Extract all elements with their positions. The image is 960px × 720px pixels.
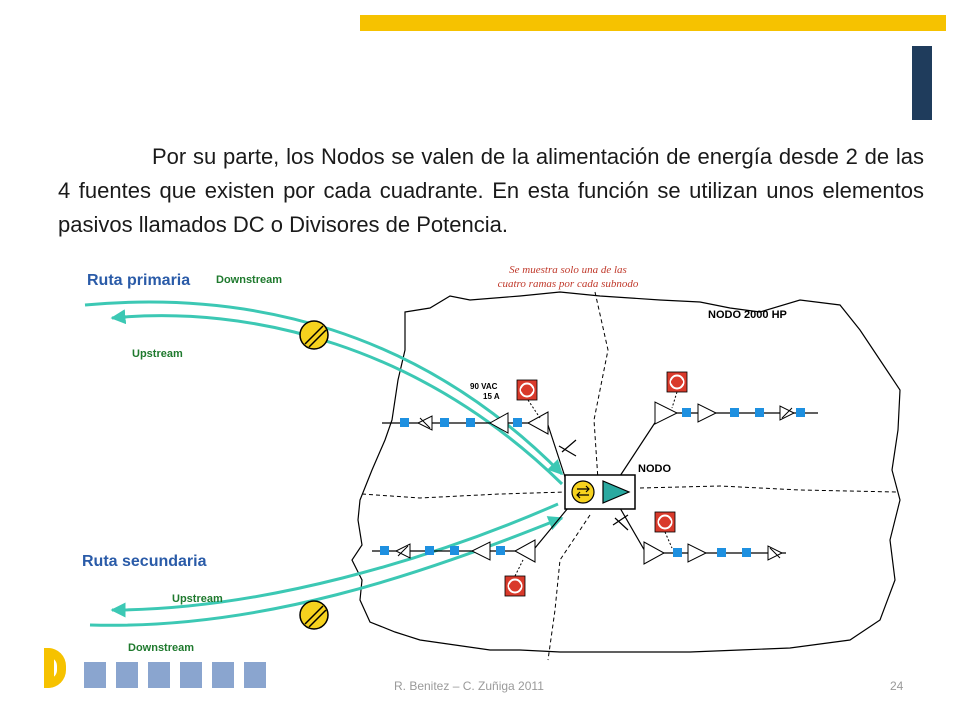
power-feed-line: [665, 532, 672, 548]
amplifier-icon: [515, 540, 535, 562]
power-supply-icon: [517, 380, 537, 400]
secondary-upstream-label: Upstream: [172, 593, 223, 605]
power-feed-line: [528, 400, 540, 418]
branch-lower-right: [620, 508, 646, 553]
directional-coupler-icon: [496, 546, 505, 555]
power-rating-line-2: 15 A: [483, 392, 500, 401]
body-paragraph: Por su parte, los Nodos se valen de la alimentación de energía desde 2 de las 4 fuentes que existen por cada cuadrante. En esta función se utilizan unos elementos pasivos llamados DC o Divisores de Potencia.: [58, 144, 924, 237]
amplifier-icon: [655, 402, 677, 424]
logo: [44, 648, 274, 688]
node-coupler-icon: [572, 481, 594, 503]
primary-downstream-label: Downstream: [216, 274, 283, 286]
directional-coupler-icon: [513, 418, 522, 427]
amplifier-icon: [688, 544, 706, 562]
directional-coupler-icon: [796, 408, 805, 417]
nodo-label: NODO: [638, 463, 671, 475]
amplifier-icon: [472, 542, 490, 560]
division-line-horizontal-right: [640, 486, 896, 492]
directional-coupler-icon: [440, 418, 449, 427]
power-feed-line: [515, 560, 523, 576]
directional-coupler-icon: [673, 548, 682, 557]
nodo-title-label: NODO 2000 HP: [708, 309, 787, 321]
directional-coupler-icon: [755, 408, 764, 417]
power-supply-icon: [505, 576, 525, 596]
ruta-primaria-label: Ruta primaria: [87, 272, 191, 289]
directional-coupler-icon: [730, 408, 739, 417]
amplifier-icon: [644, 542, 664, 564]
directional-coupler-icon: [682, 408, 691, 417]
power-supply-icon: [667, 372, 687, 392]
splitter-icon: [418, 416, 432, 430]
power-rating-line-1: 90 VAC: [470, 382, 498, 391]
footer-author: R. Benitez – C. Zuñiga 2011: [394, 679, 544, 693]
note-line-1: Se muestra solo una de las: [509, 264, 627, 276]
power-supply-icon: [655, 512, 675, 532]
service-area-outline: [352, 292, 900, 652]
primary-route-coupler-icon: [300, 321, 328, 349]
primary-upstream-label: Upstream: [132, 348, 183, 360]
directional-coupler-icon: [717, 548, 726, 557]
directional-coupler-icon: [742, 548, 751, 557]
node-box: [565, 475, 635, 509]
branch-cut-mark: [559, 440, 576, 456]
power-feed-line: [672, 392, 677, 408]
directional-coupler-icon: [380, 546, 389, 555]
splitter-icon: [396, 544, 410, 558]
ruta-secundaria-label: Ruta secundaria: [82, 553, 207, 570]
splitter-icon: [780, 406, 794, 420]
directional-coupler-icon: [450, 546, 459, 555]
amplifier-icon: [698, 404, 716, 422]
directional-coupler-icon: [425, 546, 434, 555]
secondary-downstream-label: Downstream: [128, 642, 195, 654]
note-line-2: cuatro ramas por cada subnodo: [497, 278, 639, 290]
division-line-vertical: [594, 292, 608, 480]
amplifier-icon: [528, 412, 548, 434]
footer-page-number: 24: [890, 679, 904, 693]
division-line-vertical-lower: [548, 515, 590, 660]
directional-coupler-icon: [466, 418, 475, 427]
secondary-route-coupler-icon: [300, 601, 328, 629]
splitter-icon: [768, 546, 782, 560]
division-line-horizontal-left: [362, 492, 565, 498]
directional-coupler-icon: [400, 418, 409, 427]
